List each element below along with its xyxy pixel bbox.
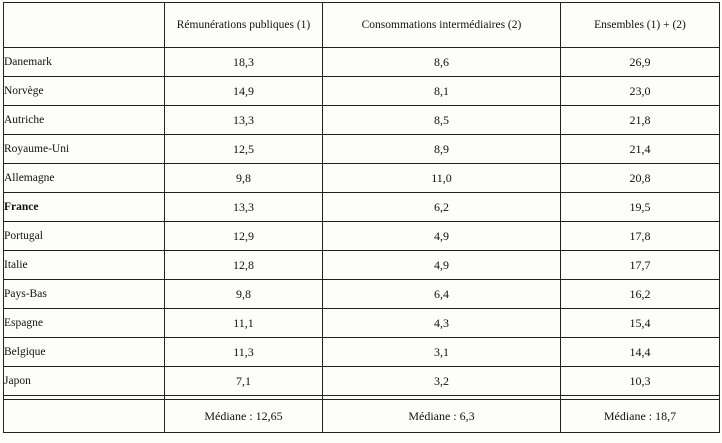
remunerations-cell: 18,3 bbox=[165, 48, 323, 77]
consommations-cell: 4,3 bbox=[323, 309, 561, 338]
ensembles-cell: 16,2 bbox=[561, 280, 720, 309]
ensembles-cell: 17,8 bbox=[561, 222, 720, 251]
country-cell: Italie bbox=[4, 251, 165, 280]
country-cell: Espagne bbox=[4, 309, 165, 338]
header-row bbox=[4, 3, 720, 48]
remunerations-cell: 12,8 bbox=[165, 251, 323, 280]
remunerations-cell: 9,8 bbox=[165, 280, 323, 309]
consommations-cell: 8,5 bbox=[323, 106, 561, 135]
ensembles-cell: 10,3 bbox=[561, 367, 720, 396]
table-row bbox=[4, 164, 720, 193]
data-table bbox=[3, 2, 720, 433]
consommations-cell: 8,9 bbox=[323, 135, 561, 164]
median-ensembles: Médiane : 18,7 bbox=[561, 400, 720, 433]
ensembles-cell: 17,7 bbox=[561, 251, 720, 280]
consommations-cell: 11,0 bbox=[323, 164, 561, 193]
remunerations-cell: 13,3 bbox=[165, 193, 323, 222]
consommations-cell: 8,1 bbox=[323, 77, 561, 106]
table-row bbox=[4, 280, 720, 309]
table-row bbox=[4, 135, 720, 164]
table-row bbox=[4, 338, 720, 367]
table-row bbox=[4, 106, 720, 135]
table-row bbox=[4, 222, 720, 251]
country-cell: Belgique bbox=[4, 338, 165, 367]
ensembles-cell: 21,4 bbox=[561, 135, 720, 164]
median-row bbox=[4, 400, 720, 433]
remunerations-cell: 11,1 bbox=[165, 309, 323, 338]
median-label-cell bbox=[4, 400, 165, 433]
median-consommations: Médiane : 6,3 bbox=[323, 400, 561, 433]
country-cell: Norvège bbox=[4, 77, 165, 106]
table-row bbox=[4, 77, 720, 106]
consommations-cell: 6,2 bbox=[323, 193, 561, 222]
consommations-cell: 6,4 bbox=[323, 280, 561, 309]
remunerations-cell: 9,8 bbox=[165, 164, 323, 193]
header-remunerations: Rémunérations publiques (1) bbox=[165, 3, 323, 48]
ensembles-cell: 21,8 bbox=[561, 106, 720, 135]
consommations-cell: 8,6 bbox=[323, 48, 561, 77]
remunerations-cell: 14,9 bbox=[165, 77, 323, 106]
table-body bbox=[4, 3, 720, 433]
consommations-cell: 3,1 bbox=[323, 338, 561, 367]
consommations-cell: 4,9 bbox=[323, 251, 561, 280]
ensembles-cell: 20,8 bbox=[561, 164, 720, 193]
country-cell: Pays-Bas bbox=[4, 280, 165, 309]
remunerations-cell: 11,3 bbox=[165, 338, 323, 367]
ensembles-cell: 23,0 bbox=[561, 77, 720, 106]
remunerations-cell: 7,1 bbox=[165, 367, 323, 396]
country-cell: Portugal bbox=[4, 222, 165, 251]
country-cell: Royaume-Uni bbox=[4, 135, 165, 164]
country-cell: France bbox=[4, 193, 165, 222]
table-row bbox=[4, 309, 720, 338]
ensembles-cell: 26,9 bbox=[561, 48, 720, 77]
country-cell: Autriche bbox=[4, 106, 165, 135]
ensembles-cell: 19,5 bbox=[561, 193, 720, 222]
country-cell: Allemagne bbox=[4, 164, 165, 193]
ensembles-cell: 14,4 bbox=[561, 338, 720, 367]
remunerations-cell: 12,9 bbox=[165, 222, 323, 251]
country-cell: Danemark bbox=[4, 48, 165, 77]
header-ensembles: Ensembles (1) + (2) bbox=[561, 3, 720, 48]
consommations-cell: 3,2 bbox=[323, 367, 561, 396]
table-row bbox=[4, 251, 720, 280]
table-row bbox=[4, 48, 720, 77]
table-row bbox=[4, 193, 720, 222]
ensembles-cell: 15,4 bbox=[561, 309, 720, 338]
table-row bbox=[4, 367, 720, 396]
country-cell: Japon bbox=[4, 367, 165, 396]
remunerations-cell: 13,3 bbox=[165, 106, 323, 135]
header-country-cell bbox=[4, 3, 165, 48]
consommations-cell: 4,9 bbox=[323, 222, 561, 251]
remunerations-cell: 12,5 bbox=[165, 135, 323, 164]
median-remunerations: Médiane : 12,65 bbox=[165, 400, 323, 433]
header-consommations: Consommations intermédiaires (2) bbox=[323, 3, 561, 48]
